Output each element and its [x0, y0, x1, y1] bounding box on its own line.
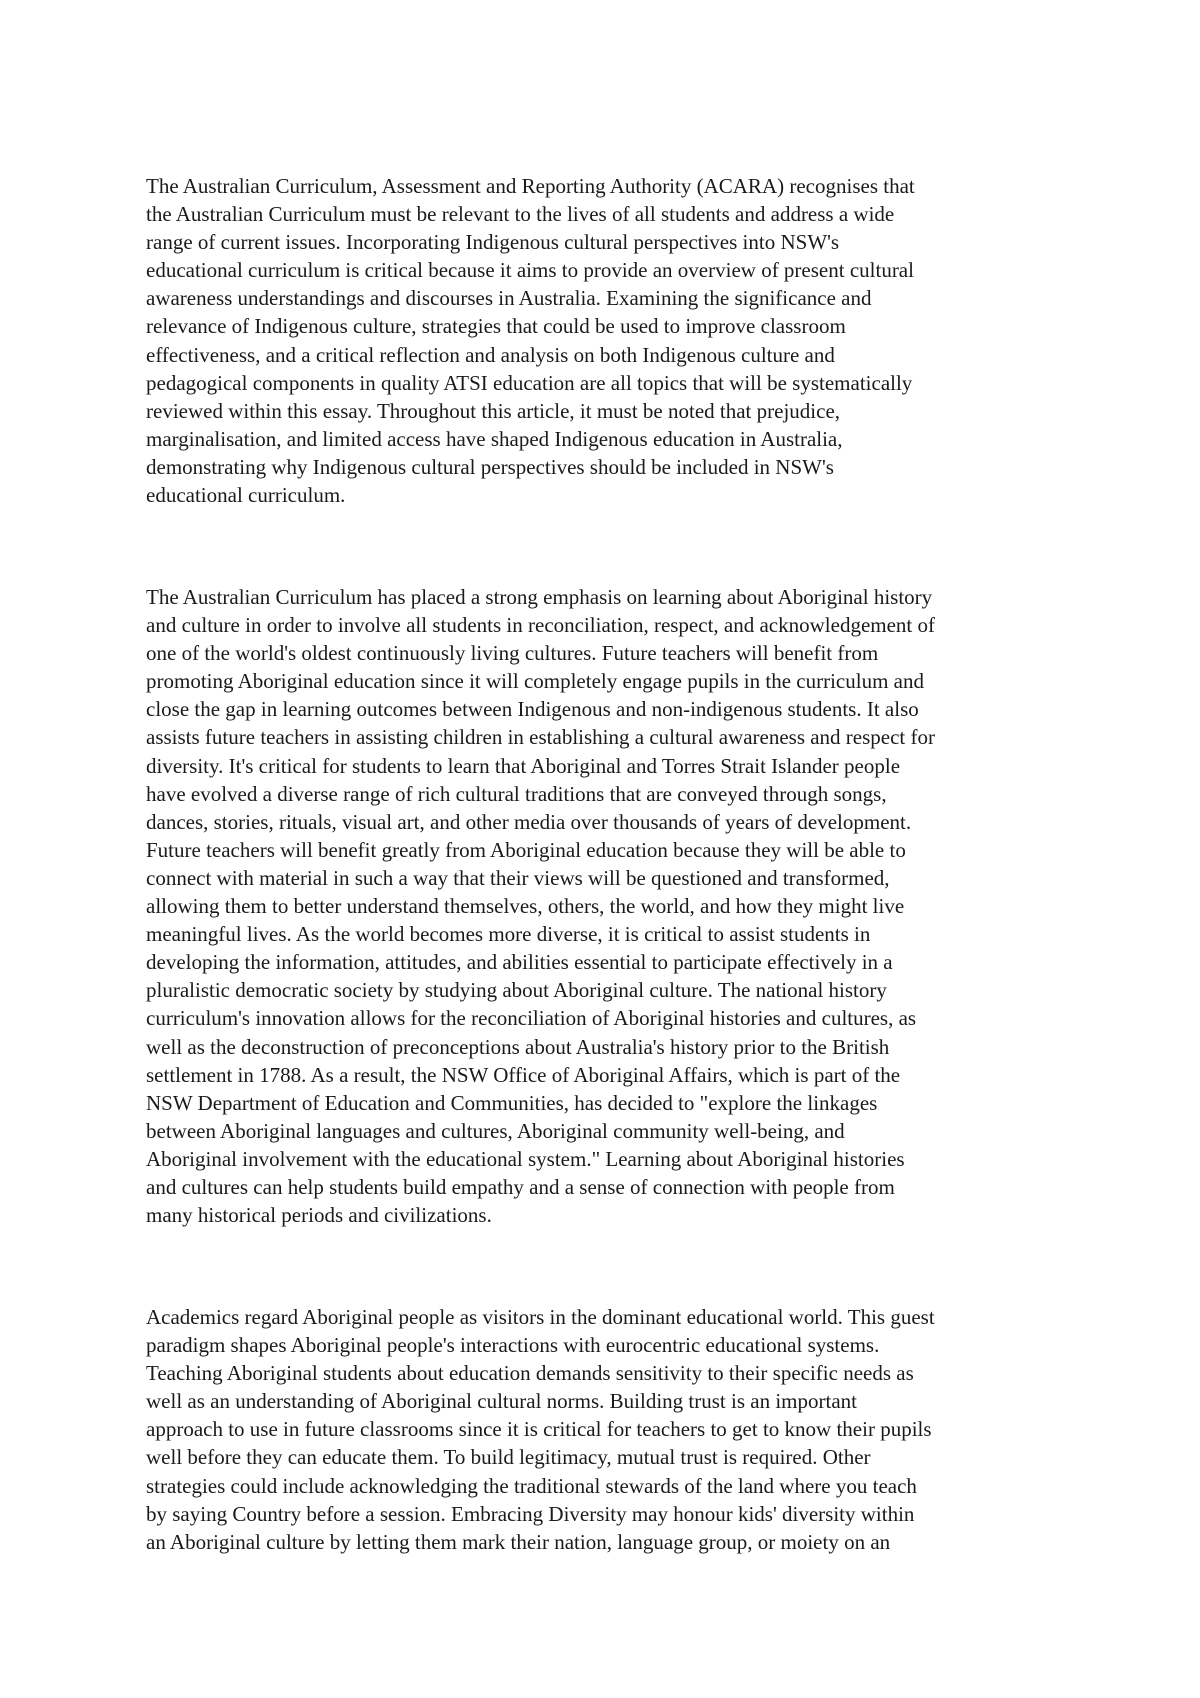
text-line: an Aboriginal culture by letting them mark their nation, language group, or moiety on an	[146, 1529, 891, 1554]
text-line: curriculum's innovation allows for the reconciliation of Aboriginal histories and cultures, as	[146, 1006, 917, 1031]
text-line: Academics regard Aboriginal people as visitors in the dominant educational world. This guest	[146, 1305, 935, 1329]
paragraph-curriculum-emphasis	[146, 583, 1086, 1229]
text-line: close the gap in learning outcomes between Indigenous and non-indigenous students. It also	[146, 697, 919, 722]
text-line: relevance of Indigenous culture, strategies that could be used to improve classroom	[146, 314, 846, 339]
text-line: pedagogical components in quality ATSI education are all topics that will be systematically	[146, 370, 913, 395]
text-line: well as the deconstruction of preconceptions about Australia's history prior to the British	[146, 1034, 890, 1059]
text-line: effectiveness, and a critical reflection and analysis on both Indigenous culture and	[146, 342, 835, 367]
text-line: NSW Department of Education and Communities, has decided to "explore the linkages	[146, 1090, 878, 1115]
text-line: demonstrating why Indigenous cultural perspectives should be included in NSW's	[146, 454, 834, 479]
text-line: assists future teachers in assisting children in establishing a cultural awareness and respect for	[146, 725, 936, 750]
text-line: pluralistic democratic society by studying about Aboriginal culture. The national history	[146, 978, 887, 1003]
text-line: marginalisation, and limited access have shaped Indigenous education in Australia,	[146, 426, 843, 451]
text-line: awareness understandings and discourses in Australia. Examining the significance and	[146, 286, 872, 311]
text-line: The Australian Curriculum, Assessment and Reporting Authority (ACARA) recognises that	[146, 174, 915, 198]
text-line: have evolved a diverse range of rich cultural traditions that are conveyed through songs,	[146, 781, 887, 806]
text-line: diversity. It's critical for students to learn that Aboriginal and Torres Strait Islander people	[146, 753, 901, 778]
text-line: dances, stories, rituals, visual art, and other media over thousands of years of development.	[146, 809, 912, 834]
text-line: Future teachers will benefit greatly from Aboriginal education because they will be able to	[146, 837, 906, 862]
text-line: many historical periods and civilizations.	[146, 1203, 492, 1228]
text-line: educational curriculum is critical because it aims to provide an overview of present cultural	[146, 258, 914, 283]
text-line: settlement in 1788. As a result, the NSW Office of Aboriginal Affairs, which is part of the	[146, 1062, 901, 1087]
text-line: paradigm shapes Aboriginal people's interactions with eurocentric educational systems.	[146, 1333, 880, 1358]
text-line: and cultures can help students build empathy and a sense of connection with people from	[146, 1174, 895, 1199]
text-line: one of the world's oldest continuously living cultures. Future teachers will benefit from	[146, 641, 879, 666]
text-line: connect with material in such a way that their views will be questioned and transformed,	[146, 865, 890, 890]
text-line: developing the information, attitudes, and abilities essential to participate effectively in a	[146, 950, 893, 975]
text-line: Teaching Aboriginal students about education demands sensitivity to their specific needs as	[146, 1361, 914, 1386]
text-line: the Australian Curriculum must be relevant to the lives of all students and address a wide	[146, 202, 895, 227]
text-line: The Australian Curriculum has placed a strong emphasis on learning about Aboriginal history	[146, 585, 933, 609]
text-line: range of current issues. Incorporating Indigenous cultural perspectives into NSW's	[146, 230, 840, 255]
text-line: reviewed within this essay. Throughout this article, it must be noted that prejudice,	[146, 398, 841, 423]
paragraph-introduction	[146, 172, 1086, 509]
text-line: approach to use in future classrooms since it is critical for teachers to get to know their pupils	[146, 1417, 932, 1442]
text-line: by saying Country before a session. Embracing Diversity may honour kids' diversity within	[146, 1501, 915, 1526]
text-line: allowing them to better understand themselves, others, the world, and how they might live	[146, 894, 905, 919]
text-line: educational curriculum.	[146, 483, 346, 508]
text-line: Aboriginal involvement with the educational system." Learning about Aboriginal histories	[146, 1146, 905, 1171]
text-line: and culture in order to involve all students in reconciliation, respect, and acknowledgement of	[146, 613, 935, 638]
text-line: meaningful lives. As the world becomes more diverse, it is critical to assist students in	[146, 922, 871, 947]
text-line: well before they can educate them. To build legitimacy, mutual trust is required. Other	[146, 1445, 871, 1470]
text-line: promoting Aboriginal education since it will completely engage pupils in the curriculum and	[146, 669, 924, 694]
text-line: strategies could include acknowledging the traditional stewards of the land where you teach	[146, 1473, 917, 1498]
text-line: well as an understanding of Aboriginal cultural norms. Building trust is an important	[146, 1389, 857, 1414]
text-line: between Aboriginal languages and cultures, Aboriginal community well-being, and	[146, 1118, 845, 1143]
paragraph-teaching-strategies	[146, 1303, 1086, 1556]
